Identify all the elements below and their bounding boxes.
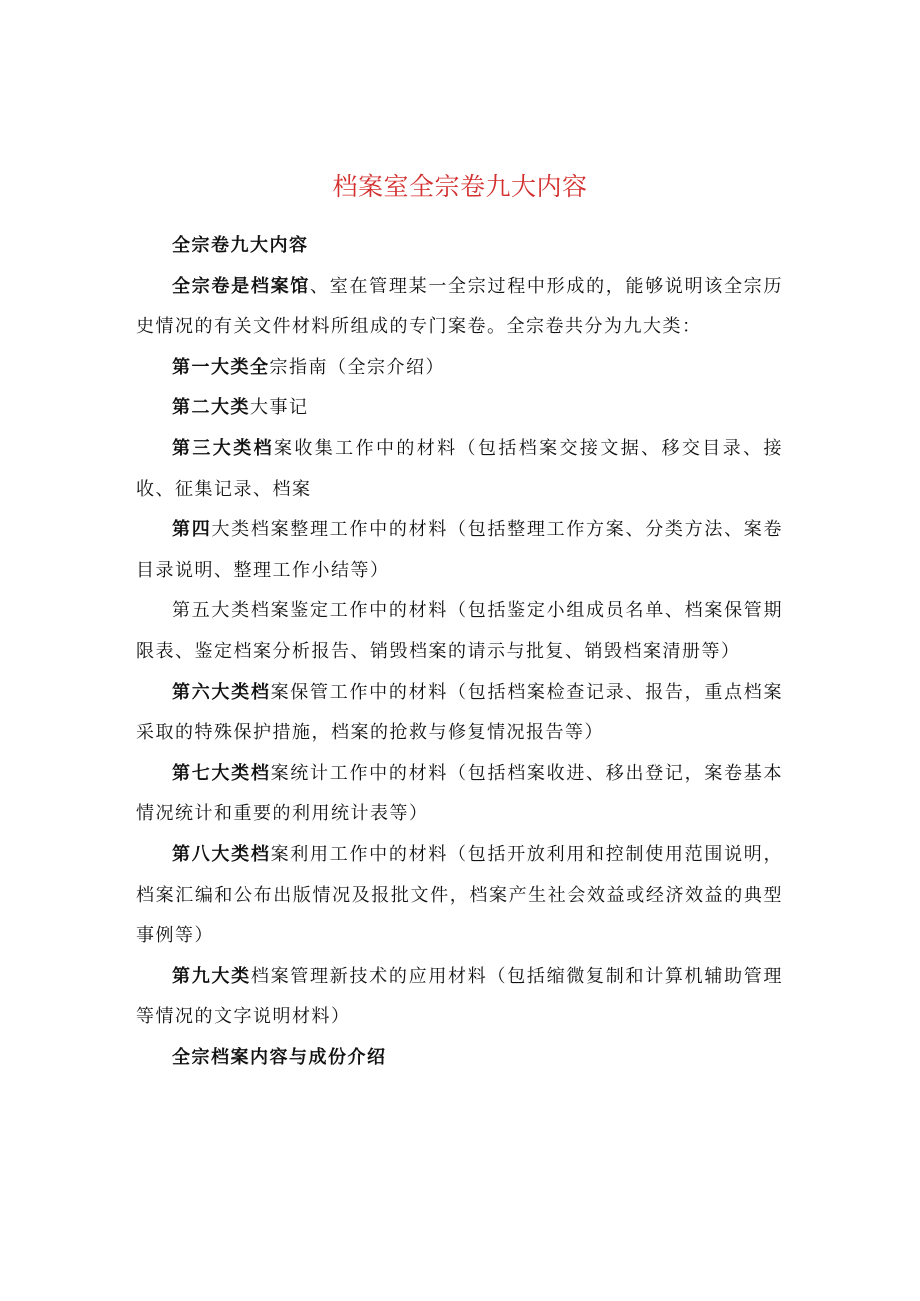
subheading [136,226,783,267]
category-text: 大类档案整理工作中的材料（包括整理工作方案、分类方法、案卷目录说明、整理工作小结等） [136,519,784,581]
category-item-2 [136,388,783,429]
category-text: 第五大类档案鉴定工作中的材料（包括鉴定小组成员名单、档案保管期限表、鉴定档案分析报告、销毁档案的请示与批复、销毁档案清册等） [136,600,783,662]
category-item-5 [136,591,783,672]
category-item-7 [136,754,783,835]
category-bold: 第三大类档 [172,437,274,459]
category-text: 案保管工作中的材料（包括档案检查记录、报告，重点档案采取的特殊保护措施，档案的抢救与修复情况报告等） [136,681,784,744]
category-item-4 [136,510,783,591]
category-item-6 [136,673,783,754]
category-bold: 第八大类档 [172,843,271,865]
category-item-1 [136,348,783,389]
footer-heading [136,1038,783,1079]
category-item-8 [136,835,783,957]
category-bold: 第九大类 [172,965,251,987]
intro-paragraph [136,267,783,348]
category-text: 大事记 [250,397,309,419]
document-title: 档案室全宗卷九大内容 [332,172,588,201]
footer-heading-text: 全宗档案内容与成份介绍 [172,1046,387,1068]
category-text: 案收集工作中的材料（包括档案交接文据、移交目录、接收、征集记录、档案 [136,437,783,500]
category-text: 宗指南（全宗介绍） [269,356,445,378]
category-bold: 第四 [172,519,212,541]
intro-text: 、室在管理某一全宗过程中形成的，能够说明该全宗历史情况的有关文件材料所组成的专门案卷。全宗卷共分为九大类： [136,275,784,338]
subheading-text: 全宗卷九大内容 [172,235,309,256]
category-bold: 第六大类档 [172,681,271,703]
category-item-9 [136,957,783,1038]
category-text: 案利用工作中的材料（包括开放利用和控制使用范围说明，档案汇编和公布出版情况及报批文件，档案产生社会效益或经济效益的典型事例等） [136,843,784,947]
category-bold: 第二大类 [172,397,250,419]
category-bold: 第一大类全 [172,356,270,378]
category-text: 档案管理新技术的应用材料（包括缩微复制和计算机辅助管理等情况的文字说明材料） [136,965,784,1028]
category-item-3 [136,429,783,510]
document-body [136,226,783,1078]
category-bold: 第七大类档 [172,762,271,784]
category-text: 案统计工作中的材料（包括档案收进、移出登记，案卷基本情况统计和重要的利用统计表等） [136,762,784,825]
intro-bold: 全宗卷是档案馆 [172,275,311,297]
